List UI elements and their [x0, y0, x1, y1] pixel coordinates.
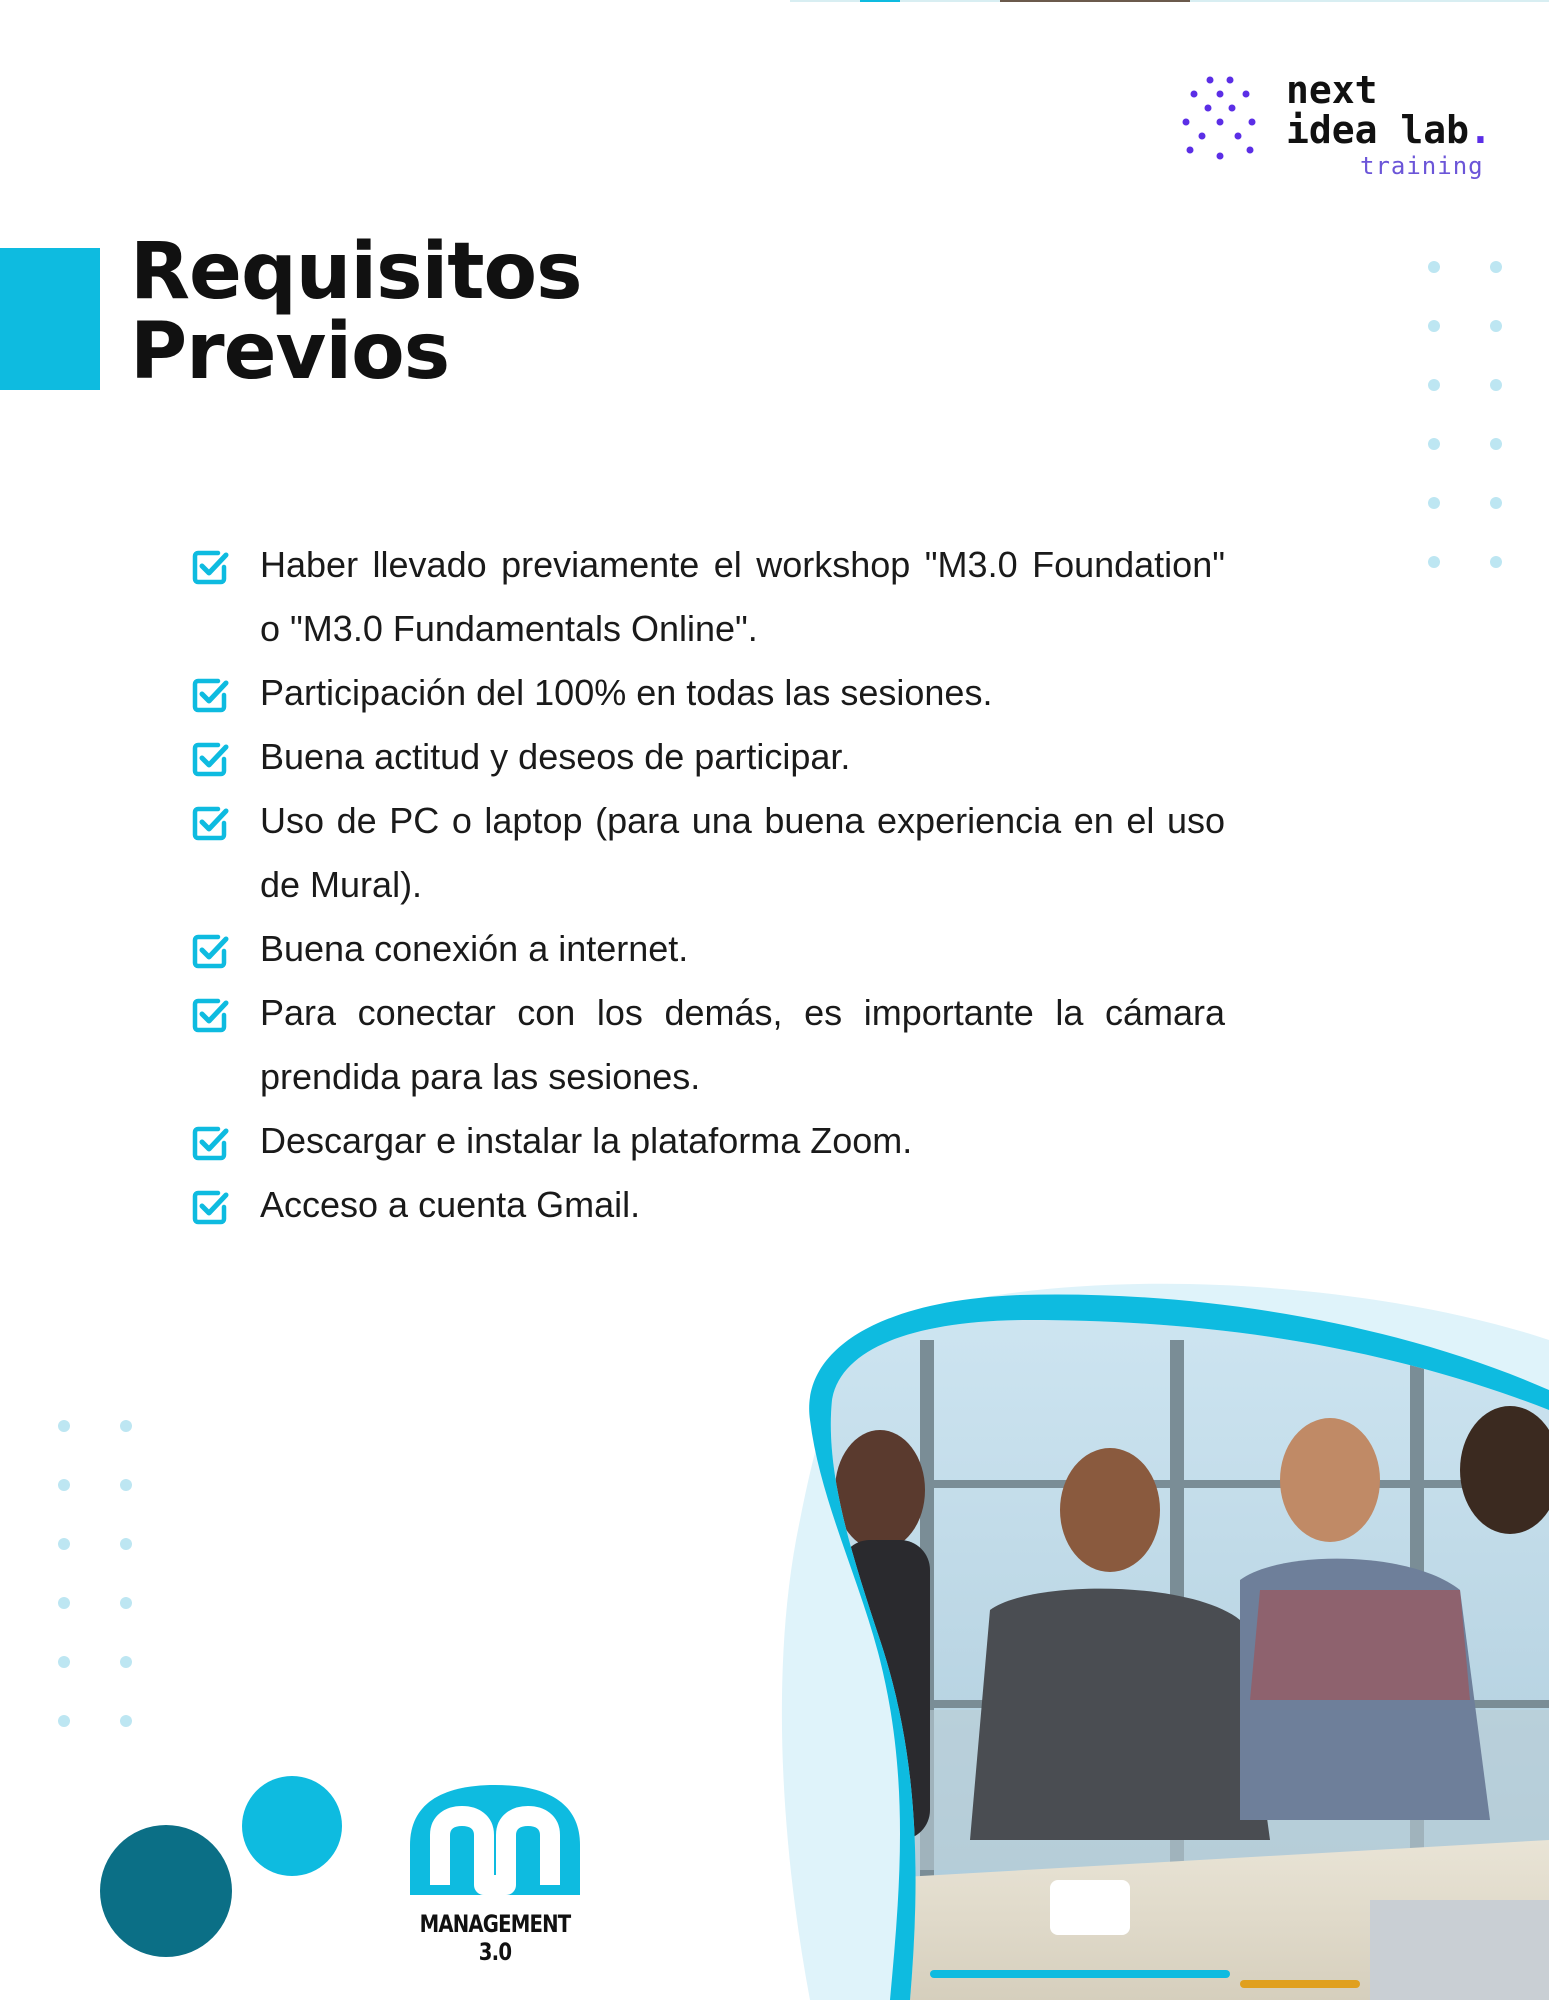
- dot-grid-bottom-left: [50, 1417, 140, 1737]
- requirement-item: [190, 1173, 1225, 1237]
- checkbox-checked-icon: [190, 931, 230, 971]
- next-idea-lab-logo: [1180, 70, 1510, 180]
- management-30-m-icon: [400, 1780, 590, 1905]
- requirement-text: Buena actitud y deseos de participar.: [260, 736, 851, 777]
- checkbox-checked-icon: [190, 675, 230, 715]
- requirement-item: [190, 725, 1225, 789]
- requirement-item: [190, 789, 1225, 917]
- requirement-item: [190, 917, 1225, 981]
- requirement-text: Descargar e instalar la plataforma Zoom.: [260, 1120, 913, 1161]
- requirement-text: Buena conexión a internet.: [260, 928, 689, 969]
- dot-grid-top-right: [1420, 258, 1510, 578]
- logo-accent-dot: .: [1469, 108, 1492, 152]
- page-title-line2: Previos: [130, 307, 450, 397]
- requirement-item: [190, 661, 1225, 725]
- checkbox-checked-icon: [190, 803, 230, 843]
- requirement-text: Participación del 100% en todas las sesiones.: [260, 672, 993, 713]
- requirements-list: [190, 533, 1225, 1237]
- requirement-text: Uso de PC o laptop (para una buena experiencia en el uso de Mural).: [260, 800, 1225, 905]
- title-accent-block: [0, 248, 100, 390]
- requirement-item: [190, 1109, 1225, 1173]
- requirement-text: Para conectar con los demás, es importante la cámara prendida para las sesiones.: [260, 992, 1225, 1097]
- checkbox-checked-icon: [190, 739, 230, 779]
- requirement-text: Acceso a cuenta Gmail.: [260, 1184, 641, 1225]
- logo-word-next: next: [1286, 68, 1378, 112]
- logo-dots-icon: [1180, 74, 1270, 164]
- page-title-line1: Requisitos: [130, 227, 582, 317]
- logo-subline: training: [1360, 152, 1484, 180]
- team-photo-frame: [770, 1280, 1549, 2000]
- logo-word-idea-lab: [1286, 110, 1492, 150]
- decorative-circle-dark: [100, 1825, 232, 1957]
- requirement-item: [190, 533, 1225, 661]
- checkbox-checked-icon: [190, 547, 230, 587]
- checkbox-checked-icon: [190, 995, 230, 1035]
- checkbox-checked-icon: [190, 1123, 230, 1163]
- management-30-logo: [400, 1780, 590, 1966]
- decorative-circle-light: [242, 1776, 342, 1876]
- top-decorative-strip: [790, 0, 1549, 2]
- requirement-item: [190, 981, 1225, 1109]
- requirement-text: Haber llevado previamente el workshop "M3.0 Foundation" o "M3.0 Fundamentals Online".: [260, 544, 1225, 649]
- checkbox-checked-icon: [190, 1187, 230, 1227]
- logo-idea-lab-text: idea lab: [1286, 108, 1470, 152]
- team-photo: [770, 1280, 1549, 2000]
- page-title: [130, 227, 582, 397]
- management-30-wordmark: MANAGEMENT 3.0: [419, 1910, 571, 1966]
